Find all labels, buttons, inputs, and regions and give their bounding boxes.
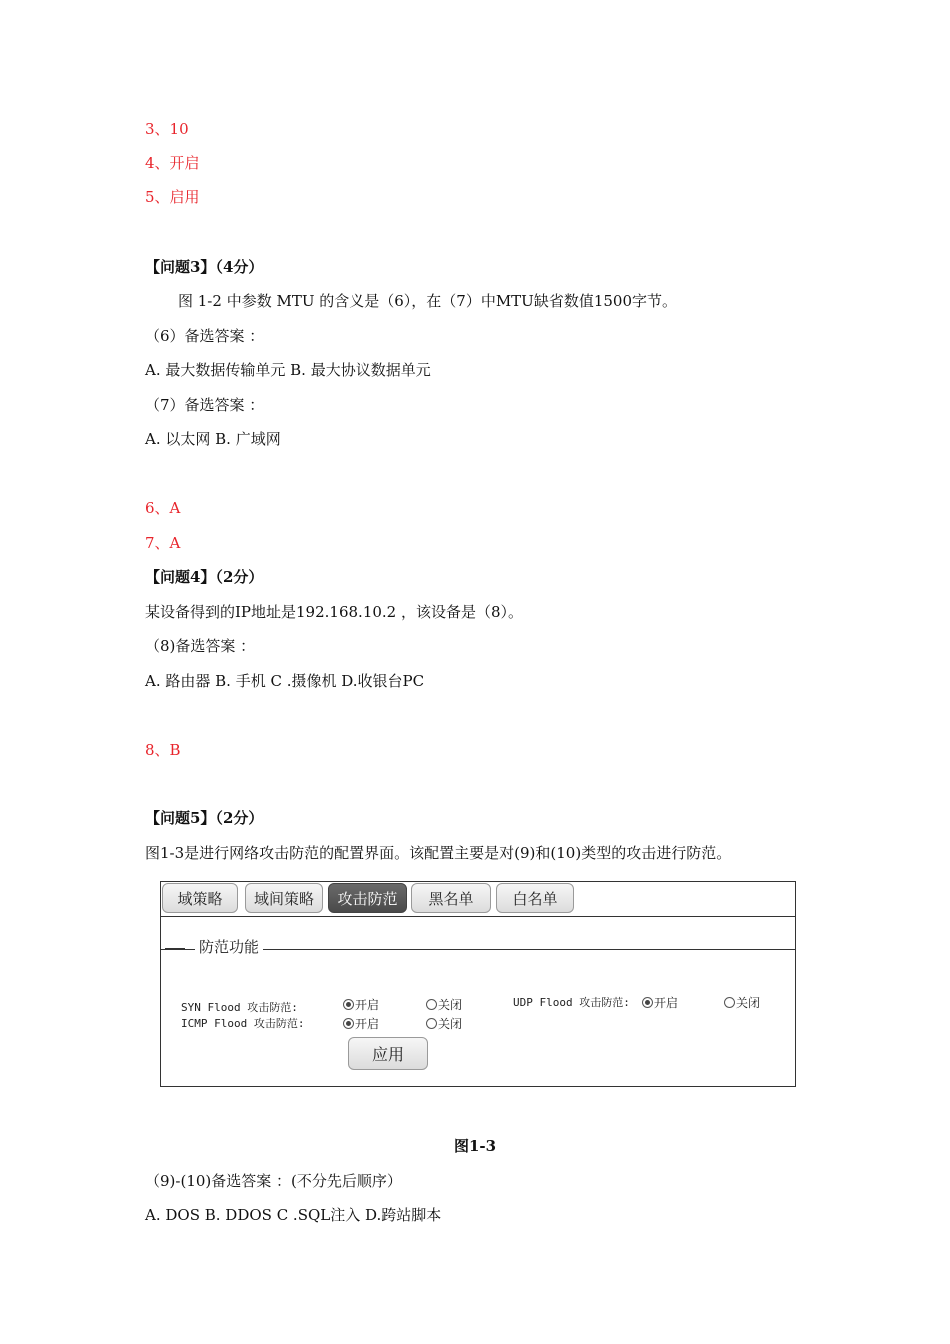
q5-opt-label: （9)-(10)备选答案 ：(不分先后顺序） [145, 1172, 402, 1190]
fieldset-legend: 防范功能 [195, 936, 263, 957]
q4-title: 【问题4】（2分） [145, 568, 264, 586]
attack-defense-figure [160, 881, 796, 1087]
radio-label: 开启 [355, 998, 380, 1012]
radio-unselected-icon [426, 999, 437, 1010]
tab-interdomain-policy[interactable]: 域间策略 [245, 883, 323, 913]
syn-on-radio[interactable] [343, 996, 379, 1013]
udp-on-radio[interactable] [642, 994, 678, 1011]
tab-whitelist[interactable]: 白名单 [496, 883, 574, 913]
radio-label: 关闭 [438, 998, 463, 1012]
icmp-flood-label: ICMP Flood 攻击防范: [181, 1017, 305, 1030]
radio-label: 开启 [654, 996, 679, 1010]
answer-8: 8、B [145, 741, 181, 759]
q3-opt7: A. 以太网 B. 广域网 [145, 430, 281, 448]
radio-label: 关闭 [438, 1017, 463, 1031]
syn-off-radio[interactable] [426, 996, 462, 1013]
radio-label: 开启 [355, 1017, 380, 1031]
q3-text: 图 1-2 中参数 MTU 的含义是（6），在（7）中MTU缺省数值1500字节。 [178, 292, 678, 310]
answer-3: 3、10 [145, 120, 189, 138]
answer-7: 7、A [145, 534, 181, 552]
q3-opt7-label: （7）备选答案 ： [145, 396, 265, 414]
udp-off-radio[interactable] [724, 994, 760, 1011]
answer-4: 4、开启 [145, 154, 200, 172]
divider [165, 948, 185, 949]
q4-text: 某设备得到的IP地址是192.168.10.2 ，该设备是（8）。 [145, 603, 524, 621]
tab-blacklist[interactable]: 黑名单 [411, 883, 491, 913]
q5-text: 图1-3是进行网络攻击防范的配置界面。该配置主要是对(9)和(10)类型的攻击进行防范。 [145, 844, 732, 862]
radio-unselected-icon [426, 1018, 437, 1029]
divider [161, 916, 795, 917]
radio-selected-icon [343, 1018, 354, 1029]
figure-caption: 图1-3 [453, 1137, 497, 1155]
q3-opt6-label: （6）备选答案 ： [145, 327, 265, 345]
radio-selected-icon [642, 997, 653, 1008]
icmp-on-radio[interactable] [343, 1015, 379, 1032]
syn-flood-label: SYN Flood 攻击防范: [181, 1001, 298, 1014]
answer-5: 5、启用 [145, 188, 200, 206]
radio-unselected-icon [724, 997, 735, 1008]
answer-6: 6、A [145, 499, 181, 517]
icmp-off-radio[interactable] [426, 1015, 462, 1032]
tab-attack-defense[interactable]: 攻击防范 [328, 883, 407, 913]
q3-opt6: A. 最大数据传输单元 B. 最大协议数据单元 [145, 361, 431, 379]
q4-opt8-label: （8)备选答案 ： [145, 637, 256, 655]
radio-label: 关闭 [736, 996, 761, 1010]
apply-button[interactable]: 应用 [348, 1037, 428, 1070]
q3-title: 【问题3】（4分） [145, 258, 264, 276]
udp-flood-label: UDP Flood 攻击防范: [513, 996, 630, 1009]
q5-title: 【问题5】（2分） [145, 809, 264, 827]
q5-opt: A. DOS B. DDOS C .SQL注入 D.跨站脚本 [145, 1206, 442, 1224]
radio-selected-icon [343, 999, 354, 1010]
tab-domain-policy[interactable]: 域策略 [162, 883, 238, 913]
q4-opt8: A. 路由器 B. 手机 C .摄像机 D.收银台PC [145, 672, 425, 690]
